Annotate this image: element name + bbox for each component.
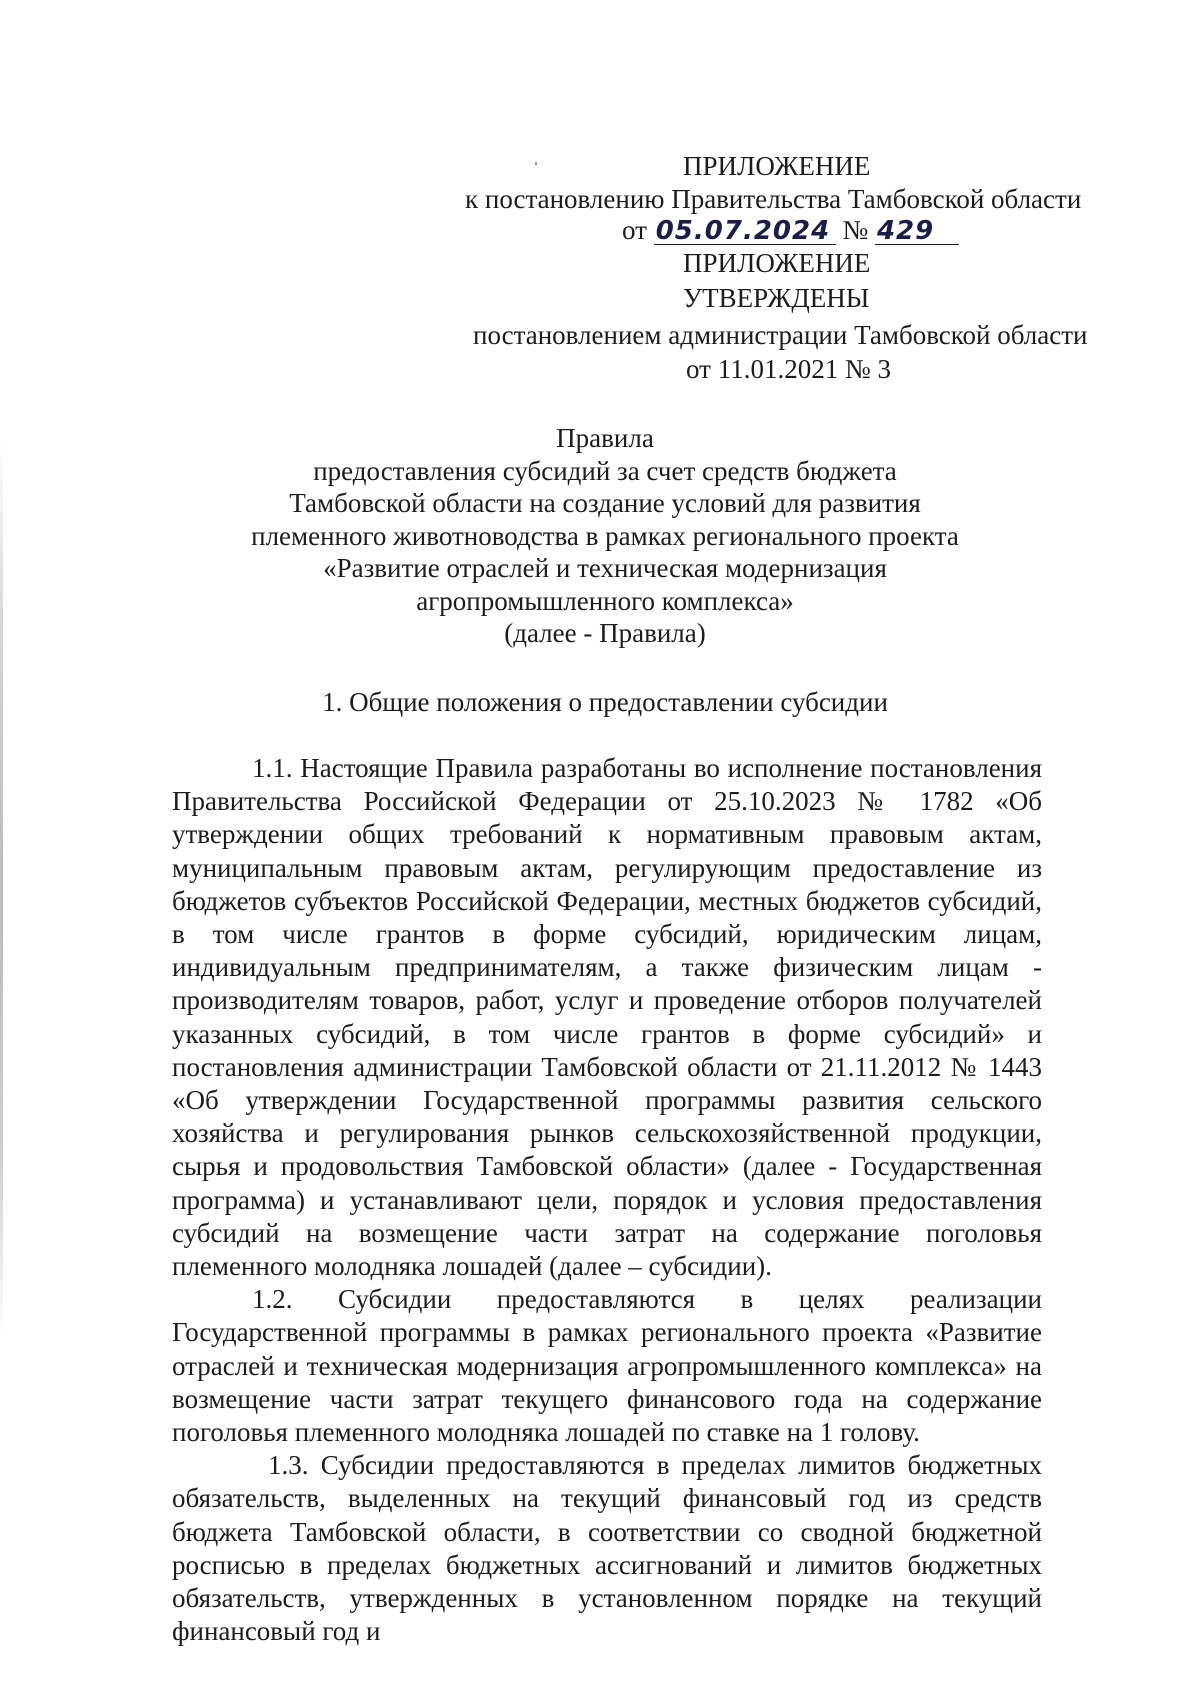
approved-label: УТВЕРЖДЕНЫ bbox=[683, 283, 870, 313]
section-heading: 1. Общие положения о предоставлении субсидии bbox=[322, 687, 888, 717]
handwritten-date: 05.07.2024 bbox=[655, 216, 831, 246]
title-line: предоставления субсидий за счет средств бюджета bbox=[313, 455, 897, 486]
scan-edge-artifact bbox=[0, 440, 3, 1340]
title-line: Правила bbox=[556, 423, 654, 453]
from-prefix: от bbox=[622, 215, 647, 245]
approved-date: от 11.01.2021 № 3 bbox=[686, 354, 891, 384]
approved-by: постановлением администрации Тамбовской области bbox=[473, 320, 1088, 350]
resolution-reference: к постановлению Правительства Тамбовской области bbox=[465, 184, 1082, 214]
body-text bbox=[172, 752, 1042, 1648]
handwritten-number: 429 bbox=[876, 216, 935, 246]
number-sign: № bbox=[842, 215, 869, 245]
handwritten-number-field bbox=[875, 217, 959, 245]
resolution-date-line bbox=[622, 214, 959, 247]
title-line: (далее - Правила) bbox=[504, 618, 706, 648]
handwritten-date-field bbox=[654, 217, 836, 245]
title-line: племенного животноводства в рамках регионального проекта bbox=[251, 520, 959, 551]
appendix-label-2: ПРИЛОЖЕНИЕ bbox=[683, 248, 871, 278]
scan-speck bbox=[535, 162, 537, 165]
title-line: Тамбовской области на создание условий для развития bbox=[289, 488, 921, 518]
title-line: агропромышленного комплекса» bbox=[416, 585, 794, 616]
paragraph-1-3: 1.3. Субсидии предоставляются в пределах лимитов бюджетных обязательств, выделенных на текущий финансовый год из средств бюджета Тамбовской области, в соответствии со сводной бюджетной росписью в пределах бюджетных ассигнований и лимитов бюджетных обязательств, утвержденных в установленном порядке на текущий финансовый год и bbox=[172, 1450, 1042, 1647]
title-line: «Развитие отраслей и техническая модернизация bbox=[323, 553, 887, 583]
document-title bbox=[170, 422, 1040, 650]
paragraph-1-2: 1.2. Субсидии предоставляются в целях реализации Государственной программы в рамках регионального проекта «Развитие отраслей и техническая модернизация агропромышленного комплекса» на возмещение части затрат текущего финансового года на содержание поголовья племенного молодняка лошадей по ставке на 1 голову. bbox=[172, 1284, 1042, 1448]
paragraph-1-1: 1.1. Настоящие Правила разработаны во исполнение постановления Правительства Российской Федерации от 25.10.2023 № 1782 «Об утверждении общих требований к нормативным правовым актам, муниципальным правовым актам, регулирующим предоставление из бюджетов субъектов Российской Федерации, местных бюджетов субсидий, в том числе грантов в форме субсидий, юридическим лицам, индивидуальным предпринимателям, а также физическим лицам - производителям товаров, работ, услуг и проведение отборов получателей указанных субсидий, в том числе грантов в форме субсидий» и постановления администрации Тамбовской области от 21.11.2012 № 1443 «Об утверждении Государственной программы развития сельского хозяйства и регулирования рынков сельскохозяйственной продукции, сырья и продовольствия Тамбовской области» (далее - Государственная программа) и устанавливают цели, порядок и условия предоставления субсидий на возмещение части затрат на содержание поголовья племенного молодняка лошадей (далее – субсидии). bbox=[172, 753, 1042, 1282]
appendix-label: ПРИЛОЖЕНИЕ bbox=[683, 151, 871, 181]
